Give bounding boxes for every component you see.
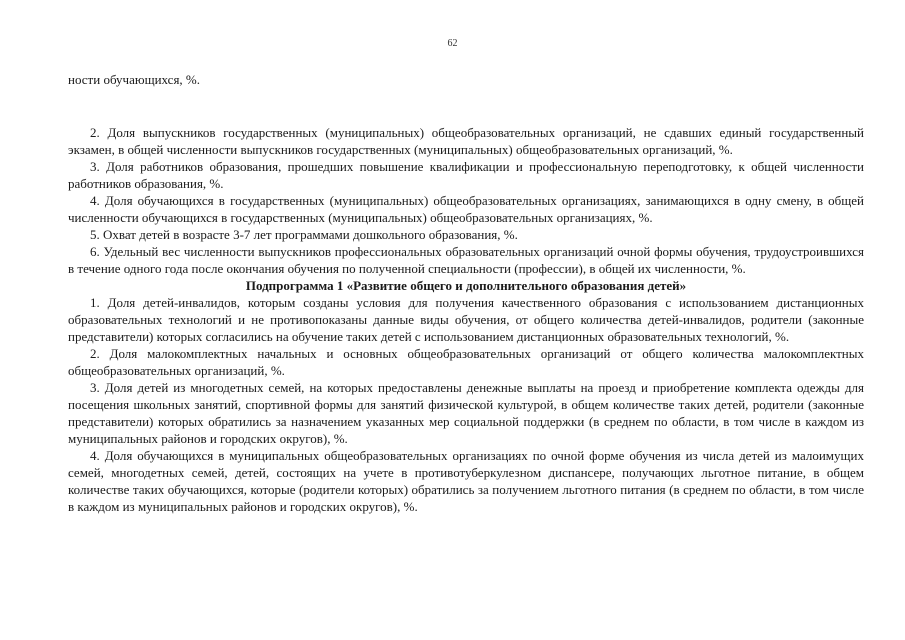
- indicator-paragraph-2: 2. Доля выпускников государственных (муниципальных) общеобразовательных организаций, не сдавших единый государственный экзамен, в общей численности выпускников государственных (муниципальных) общеобразовательных организаций, %.: [68, 125, 864, 157]
- subprogram-paragraph-1: 1. Доля детей-инвалидов, которым созданы условия для получения качественного образования с использованием дистанционных образовательных технологий и не противопоказаны данные виды обучения, от общего количества детей-инвалидов, родители (законные представители) которых согласились на обучение таких детей с использованием дистанционных образовательных технологий, %.: [68, 295, 864, 344]
- indicators-text-block: [68, 124, 864, 515]
- page-number: 62: [447, 38, 458, 49]
- indicator-paragraph-6: 6. Удельный вес численности выпускников профессиональных образовательных организаций очной формы обучения, трудоустроившихся в течение одного года после окончания обучения по полученной специальности (профессии), в общей их численности, %.: [68, 244, 864, 276]
- carryover-text-block: [68, 71, 864, 88]
- subprogram-paragraph-2: 2. Доля малокомплектных начальных и основных общеобразовательных организаций от общего количества малокомплектных общеобразовательных организаций, %.: [68, 346, 864, 378]
- subprogram-heading: Подпрограмма 1 «Развитие общего и дополнительного образования детей»: [245, 278, 687, 293]
- carryover-paragraph: ности обучающихся, %.: [68, 72, 200, 87]
- indicator-paragraph-5: 5. Охват детей в возрасте 3-7 лет программами дошкольного образования, %.: [90, 227, 518, 242]
- subprogram-paragraph-3: 3. Доля детей из многодетных семей, на которых предоставлены денежные выплаты на проезд и приобретение комплекта одежды для посещения школьных занятий, спортивной формы для занятий физической культурой, в общем количестве таких детей, родители (законные представители) которых обратились за назначением указанных мер социальной поддержки (в среднем по области, в том числе в каждом из муниципальных районов и городских округов), %.: [68, 380, 864, 446]
- indicator-paragraph-4: 4. Доля обучающихся в государственных (муниципальных) общеобразовательных организациях, занимающихся в одну смену, в общей численности обучающихся в государственных (муниципальных) общеобразовательных организациях, %.: [68, 193, 864, 225]
- indicator-paragraph-3: 3. Доля работников образования, прошедших повышение квалификации и профессиональную переподготовку, к общей численности работников образования, %.: [68, 159, 864, 191]
- subprogram-paragraph-4: 4. Доля обучающихся в муниципальных общеобразовательных организациях по очной форме обучения из числа детей из малоимущих семей, многодетных семей, детей, состоящих на учете в противотуберкулезном диспансере, получающих льготное питание, в общем количестве таких обучающихся, которые (родители которых) обратились за получением льготного питания (в среднем по области, в том числе в каждом из муниципальных районов и городских округов), %.: [68, 448, 864, 514]
